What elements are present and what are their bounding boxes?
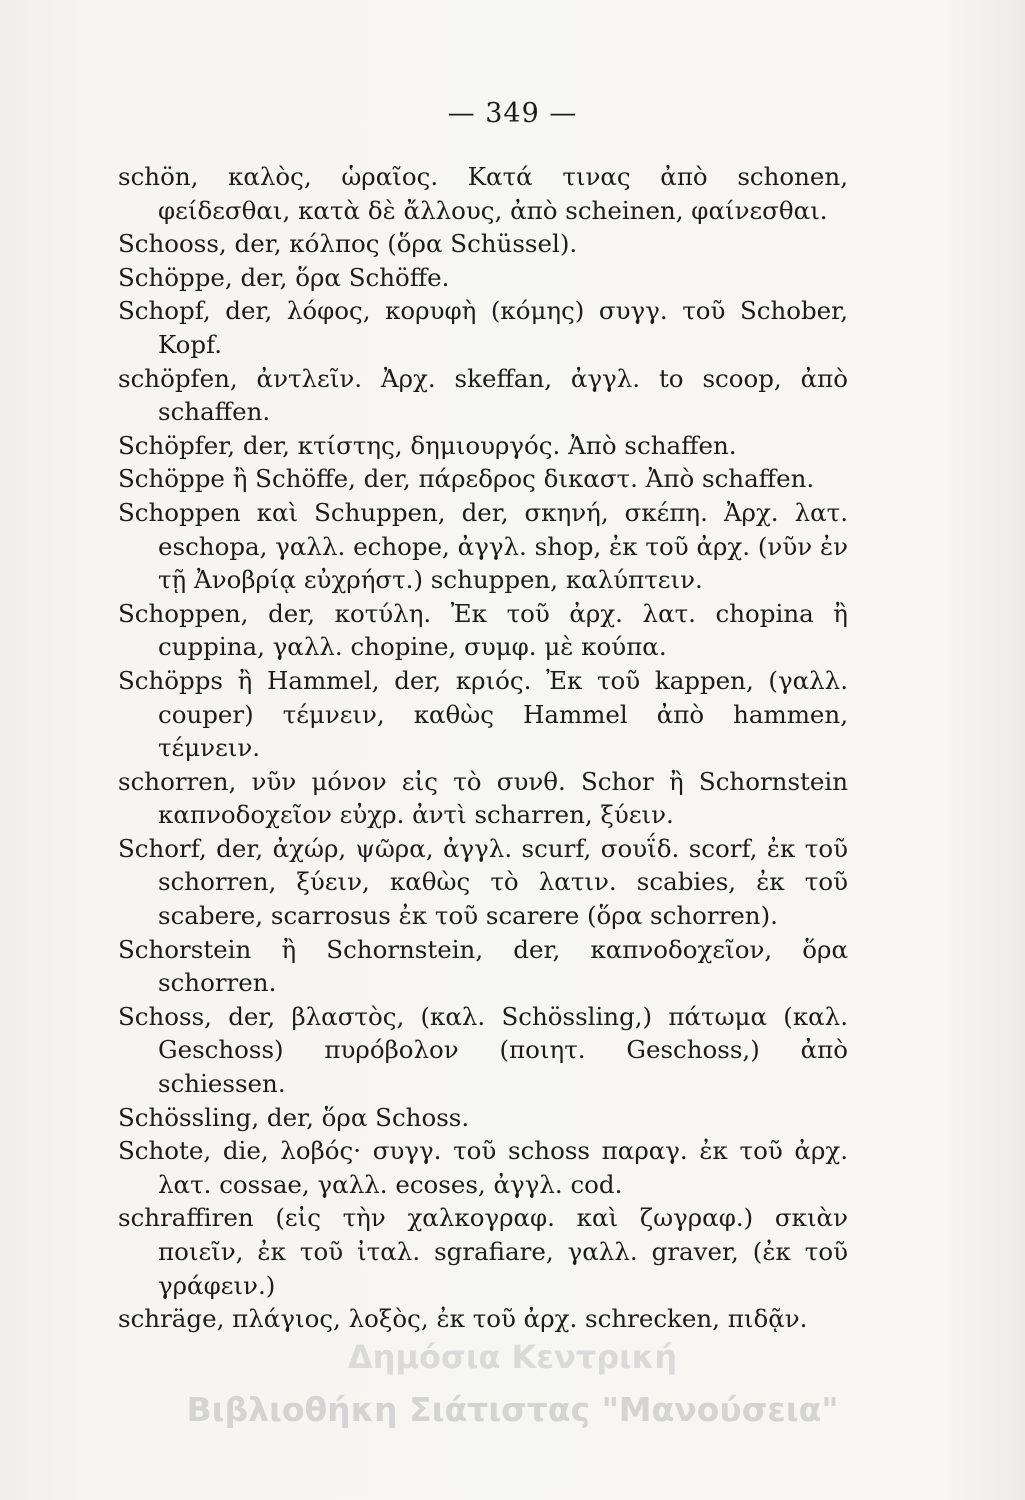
dictionary-entry: schöpfen, ἀντλεῖν. Ἀρχ. skeffan, ἀγγλ. to scoop, ἀπὸ schaffen. — [118, 363, 848, 427]
dictionary-entry: Schössling, der, ὅρα Schoss. — [118, 1102, 470, 1132]
dictionary-entry: Schote, die, λοβός· συγγ. τοῦ schoss παραγ. ἐκ τοῦ ἀρχ. λατ. cossae, γαλλ. ecoses, ἀγγλ. cod. — [118, 1136, 848, 1199]
library-watermark-line1: Δημόσια Κεντρική — [347, 1338, 678, 1376]
dictionary-entry: schraffiren (εἰς τὴν χαλκογραφ. καὶ ζωγραφ.) σκιὰν ποιεῖν, ἐκ τοῦ ἰταλ. sgrafiare, γαλλ. graver, (ἐκ τοῦ γράφειν.) — [118, 1203, 848, 1300]
dictionary-entry: Schoppen, der, κοτύλη. Ἐκ τοῦ ἀρχ. λατ. chopina ἢ cuppina, γαλλ. chopine, συμφ. μὲ κούπα. — [118, 598, 848, 662]
dictionary-entry: Schooss, der, κόλπος (ὅρα Schüssel). — [118, 229, 578, 259]
dictionary-entry: Schorstein ἢ Schornstein, der, καπνοδοχεῖον, ὅρα schorren. — [118, 934, 848, 998]
dictionary-entry: schräge, πλάγιος, λοξὸς, ἐκ τοῦ ἀρχ. schrecken, πιδᾷν. — [118, 1304, 808, 1334]
dictionary-entry: Schoss, der, βλαστὸς, (καλ. Schössling,) πάτωμα (καλ. Geschoss) πυρόβολον (ποιητ. Geschoss,) ἀπὸ schiessen. — [118, 1001, 848, 1099]
dictionary-entry: Schoppen καὶ Schuppen, der, σκηνή, σκέπη. Ἀρχ. λατ. eschopa, γαλλ. echope, ἀγγλ. shop, ἐκ τοῦ ἀρχ. (νῦν ἐν τῇ Ἀνοβρίᾳ εὐχρήστ.) schuppen, καλύπτειν. — [118, 497, 848, 595]
dictionary-entry: Schorf, der, ἀχώρ, ψῶρα, ἀγγλ. scurf, σουΐδ. scorf, ἐκ τοῦ schorren, ξύειν, καθὼς τὸ λατιν. scabies, ἐκ τοῦ scabere, scarrosus ἐκ τοῦ scarere (ὅρα schorren). — [118, 833, 848, 931]
dictionary-entry: Schöpps ἢ Hammel, der, κριός. Ἐκ τοῦ kappen, (γαλλ. couper) τέμνειν, καθὼς Hammel ἀπὸ hammen, τέμνειν. — [118, 665, 848, 763]
dictionary-entry: Schopf, der, λόφος, κορυφὴ (κόμης) συγγ. τοῦ Schober, Kopf. — [118, 296, 848, 359]
page-number: — 349 — — [447, 98, 578, 129]
library-watermark-line2: Βιβλιοθήκη Σιάτιστας "Μανούσεια" — [186, 1390, 839, 1429]
dictionary-entry: schorren, νῦν μόνον εἰς τὸ συνθ. Schor ἢ Schornstein καπνοδοχεῖον εὐχρ. ἀντὶ scharren, ξύειν. — [118, 766, 848, 830]
dictionary-entry: schön, καλὸς, ὡραῖος. Κατά τινας ἀπὸ schonen, φείδεσθαι, κατὰ δὲ ἄλλους, ἀπὸ scheinen, φαίνεσθαι. — [118, 162, 848, 225]
dictionary-entry: Schöpfer, der, κτίστης, δημιουργός. Ἀπὸ schaffen. — [118, 430, 737, 460]
dictionary-entry: Schöppe ἢ Schöffe, der, πάρεδρος δικαστ. Ἀπὸ schaffen. — [118, 464, 815, 494]
dictionary-entry: Schöppe, der, ὅρα Schöffe. — [118, 262, 450, 292]
dictionary-entries — [118, 160, 848, 1336]
